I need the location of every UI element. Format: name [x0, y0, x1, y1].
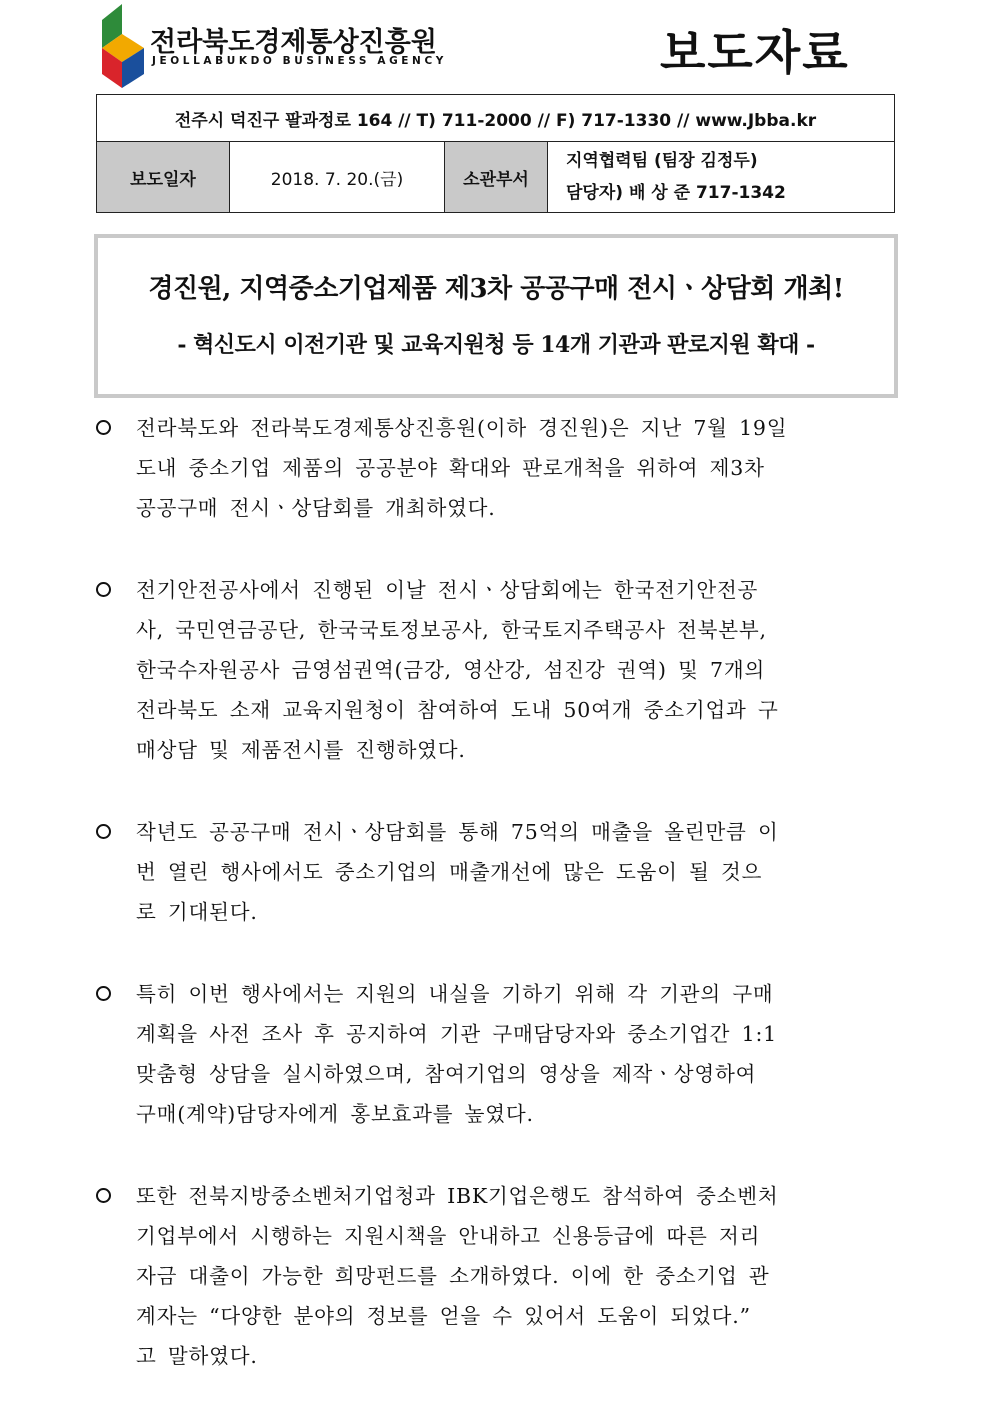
release-date-value: 2018. 7. 20.(금) [230, 142, 445, 213]
address-contact-line: 전주시 덕진구 팔과정로 164 // T) 711-2000 // F) 717-1330 // www.Jbba.kr [97, 95, 895, 142]
paragraph-line: 번 열린 행사에서도 중소기업의 매출개선에 많은 도움이 될 것으 [136, 860, 763, 884]
release-date-label: 보도일자 [97, 142, 230, 213]
paragraph [94, 974, 896, 1134]
department-label: 소관부서 [445, 142, 548, 213]
bullet-circle-icon [96, 582, 111, 597]
paragraph-line: 매상담 및 제품전시를 진행하였다. [136, 738, 466, 762]
paragraph [94, 408, 896, 528]
bullet-circle-icon [96, 824, 111, 839]
department-contact [548, 142, 895, 213]
paragraph-line: 기업부에서 시행하는 지원시책을 안내하고 신용등급에 따른 저리 [136, 1224, 761, 1248]
paragraph [94, 1176, 896, 1376]
article-body [94, 408, 896, 1376]
subheadline: - 혁신도시 이전기관 및 교육지원청 등 14개 기관과 판로지원 확대 - [177, 332, 815, 358]
paragraph-line: 도내 중소기업 제품의 공공분야 확대와 판로개척을 위하여 제3차 [136, 456, 765, 480]
headline-box [94, 234, 898, 398]
bullet-circle-icon [96, 1188, 111, 1203]
paragraph-line: 자금 대출이 가능한 희망펀드를 소개하였다. 이에 한 중소기업 관 [136, 1264, 770, 1288]
paragraph-line: 전기안전공사에서 진행된 이날 전시ㆍ상담회에는 한국전기안전공 [136, 578, 759, 602]
paragraph-line: 계자는 “다양한 분야의 정보를 얻을 수 있어서 도움이 되었다.” [136, 1304, 751, 1328]
paragraph-line: 사, 국민연금공단, 한국국토정보공사, 한국토지주택공사 전북본부, [136, 618, 767, 642]
paragraph [94, 570, 896, 770]
paragraph-line: 전라북도와 전라북도경제통상진흥원(이하 경진원)은 지난 7월 19일 [136, 416, 788, 440]
department-person: 담당자) 배 상 준 717-1342 [566, 183, 786, 203]
bullet-circle-icon [96, 420, 111, 435]
press-info-table [96, 94, 895, 213]
page-header [0, 0, 992, 90]
paragraph-line: 계획을 사전 조사 후 공지하여 기관 구매담당자와 중소기업간 1:1 [136, 1022, 777, 1046]
paragraph-line: 또한 전북지방중소벤처기업청과 IBK기업은행도 참석하여 중소벤처 [136, 1184, 779, 1208]
paragraph-line: 전라북도 소재 교육지원청이 참여하여 도내 50여개 중소기업과 구 [136, 698, 779, 722]
paragraph-line: 구매(계약)담당자에게 홍보효과를 높였다. [136, 1102, 534, 1126]
paragraph-line: 고 말하였다. [136, 1344, 258, 1368]
org-name-korean: 전라북도경제통상진흥원 [150, 27, 437, 58]
paragraph-line: 특히 이번 행사에서는 지원의 내실을 기하기 위해 각 기관의 구매 [136, 982, 774, 1006]
headline: 경진원, 지역중소기업제품 제3차 공공구매 전시ㆍ상담회 개최! [148, 274, 844, 304]
org-name-english: JEOLLABUKDO BUSINESS AGENCY [152, 55, 447, 67]
paragraph [94, 812, 896, 932]
paragraph-line: 작년도 공공구매 전시ㆍ상담회를 통해 75억의 매출을 올린만큼 이 [136, 820, 779, 844]
department-team: 지역협력팀 (팀장 김정두) [566, 151, 758, 171]
bullet-circle-icon [96, 986, 111, 1001]
paragraph-line: 공공구매 전시ㆍ상담회를 개최하였다. [136, 496, 496, 520]
paragraph-line: 한국수자원공사 금영섬권역(금강, 영산강, 섬진강 권역) 및 7개의 [136, 658, 766, 682]
paragraph-line: 맞춤형 상담을 실시하였으며, 참여기업의 영상을 제작ㆍ상영하여 [136, 1062, 757, 1086]
paragraph-line: 로 기대된다. [136, 900, 258, 924]
agency-logo-icon [94, 4, 144, 88]
document-type-title: 보도자료 [660, 26, 850, 81]
